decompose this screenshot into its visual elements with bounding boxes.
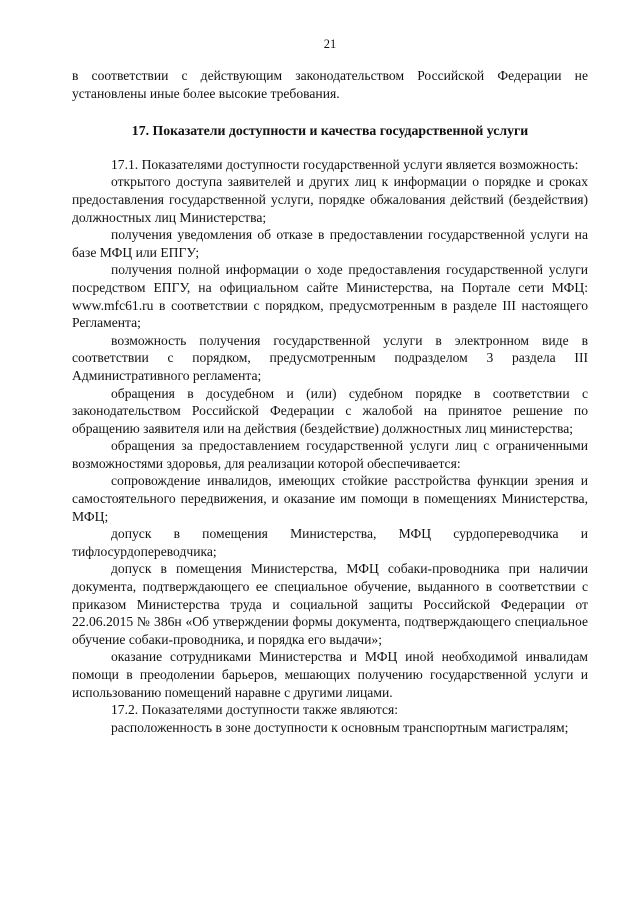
paragraph: оказание сотрудниками Министерства и МФЦ иной необходимой инвалидам помощи в преодолении барьеров, мешающих получению государственной услуги и использованию помещений наравне с другими лицами. <box>72 649 588 700</box>
paragraph: обращения за предоставлением государственной услуги лиц с ограниченными возможностями здоровья, для реализации которой обеспечивается: <box>72 438 588 471</box>
paragraph-continuation: в соответствии с действующим законодательством Российской Федерации не установлены иные более высокие требования. <box>72 68 588 101</box>
paragraph: сопровождение инвалидов, имеющих стойкие расстройства функции зрения и самостоятельного передвижения, и оказание им помощи в помещениях Министерства, МФЦ; <box>72 473 588 524</box>
paragraph: возможность получения государственной услуги в электронном виде в соответствии с порядком, предусмотренным подразделом 3 раздела III Административного регламента; <box>72 332 588 383</box>
paragraph: допуск в помещения Министерства, МФЦ сурдопереводчика и тифлосурдопереводчика; <box>72 526 588 559</box>
paragraph: получения полной информации о ходе предоставления государственной услуги посредством ЕПГУ, на официальном сайте Министерства, на Портале сети МФЦ: www.mfc61.ru в соответствии с порядком, предусмотренным в разделе III настоящего Регламента; <box>72 262 588 331</box>
paragraph: 17.2. Показателями доступности также являются: <box>111 702 399 718</box>
section-heading: 17. Показатели доступности и качества государственной услуги <box>131 123 529 139</box>
paragraph: получения уведомления об отказе в предоставлении государственной услуги на базе МФЦ или ЕПГУ; <box>72 227 588 260</box>
paragraph: допуск в помещения Министерства, МФЦ собаки-проводника при наличии документа, подтверждающего ее специальное обучение, выданного в соответствии с приказом Министерства труда и социальной защиты Российской Федерации от 22.06.2015 № 386н «Об утверждении формы документа, подтверждающего специальное обучение собаки-проводника, и порядка его выдачи»; <box>72 561 588 647</box>
paragraph: обращения в досудебном и (или) судебном порядке в соответствии с законодательством Российской Федерации с жалобой на принятое решение по обращению заявителя или на действия (бездействие) должностных лиц министерства; <box>72 385 588 436</box>
paragraph: открытого доступа заявителей и других лиц к информации о порядке и сроках предоставления государственной услуги, порядке обжалования действий (бездействия) должностных лиц Министерства; <box>72 174 588 225</box>
paragraph: расположенность в зоне доступности к основным транспортным магистралям; <box>111 719 569 735</box>
paragraph: 17.1. Показателями доступности государственной услуги является возможность: <box>111 156 579 172</box>
page-number: 21 <box>323 37 337 51</box>
